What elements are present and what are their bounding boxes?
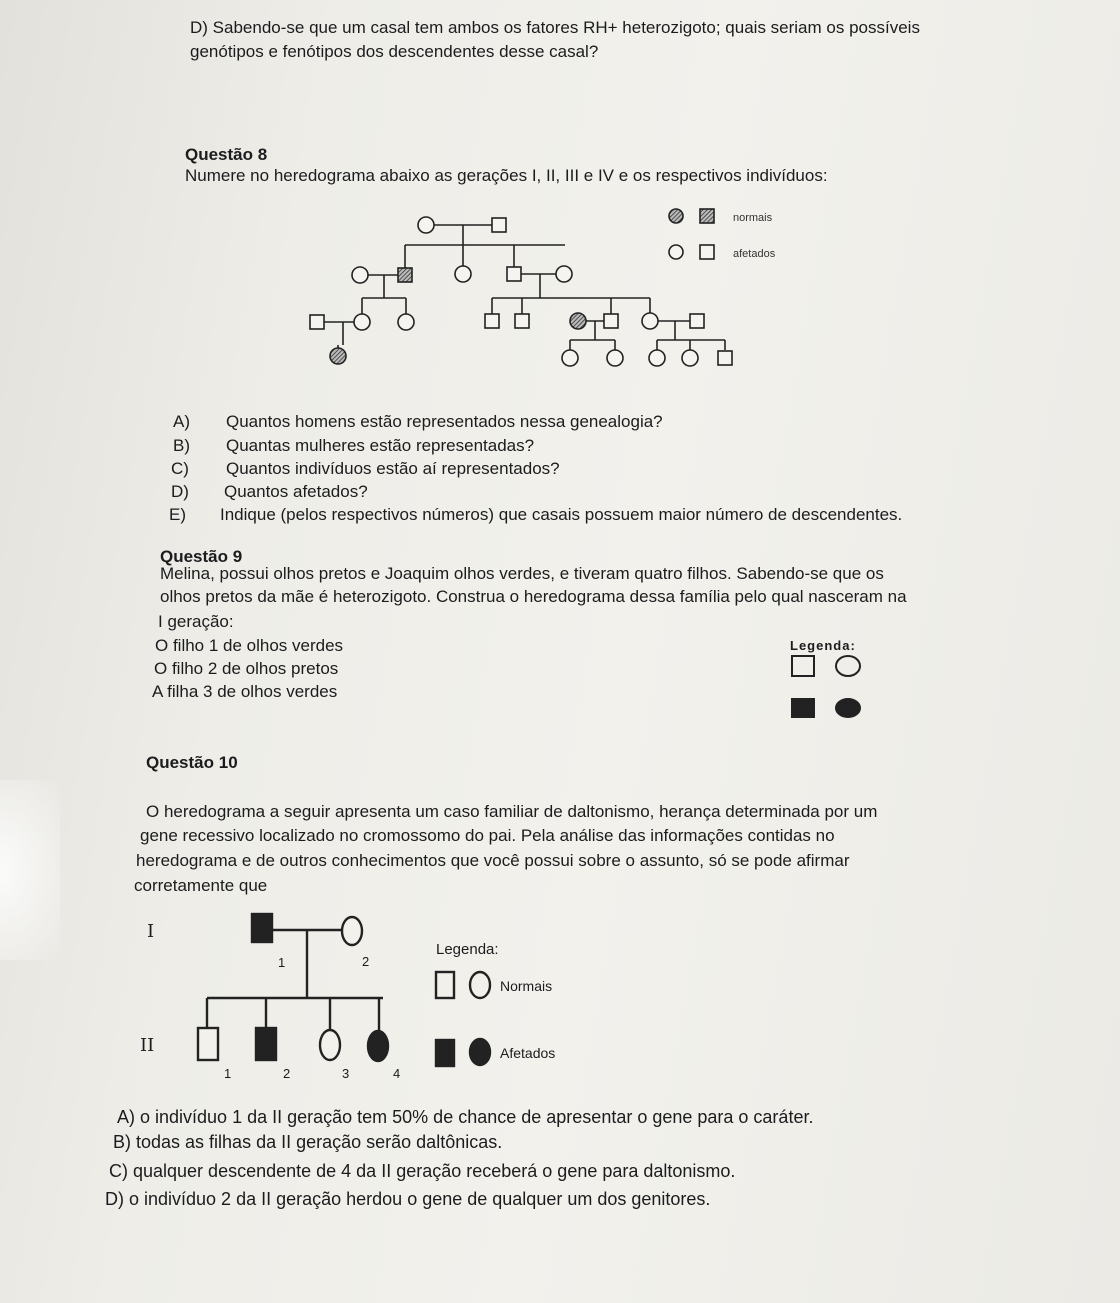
q9-child-2: O filho 2 de olhos pretos — [154, 659, 339, 678]
q8-title: Questão 8 — [185, 145, 268, 164]
q10-option-a: A) o indivíduo 1 da II geração tem 50% de chance de apresentar o gene para o caráter. — [117, 1107, 814, 1127]
q10-legend-circle-filled — [470, 1039, 490, 1065]
q10-g2-male — [198, 1028, 218, 1060]
q10-num-g2-1: 1 — [224, 1066, 232, 1081]
q10-num-g2-2: 2 — [283, 1066, 291, 1081]
q10-option-c: C) qualquer descendente de 4 da II geração receberá o gene para daltonismo. — [109, 1161, 736, 1181]
q9-line2: olhos pretos da mãe é heterozigoto. Construa o heredograma dessa família pelo qual nasceram na — [160, 587, 907, 606]
q10-option-d: D) o indivíduo 2 da II geração herdou o gene de qualquer um dos genitores. — [105, 1189, 711, 1209]
q8-item-e-letter: E) — [169, 505, 186, 524]
q9-legend-title: Legenda: — [790, 638, 856, 653]
q8-item-b-letter: B) — [173, 436, 190, 455]
q10-option-b: B) todas as filhas da II geração serão daltônicas. — [113, 1132, 503, 1152]
q10-num-g2-3: 3 — [342, 1066, 350, 1081]
q10-g2-male-affected — [256, 1028, 276, 1060]
q10-line1: O heredograma a seguir apresenta um caso familiar de daltonismo, herança determinada por um — [146, 802, 878, 821]
q10-legend-affected: Afetados — [500, 1045, 556, 1061]
legend-normal-label: normais — [733, 212, 773, 224]
q10-g2-female-affected — [368, 1031, 388, 1061]
q10-legend-square-filled — [436, 1040, 454, 1066]
legend-affected-label: afetados — [733, 248, 776, 260]
q8-item-e-text: Indique (pelos respectivos números) que casais possuem maior número de descendentes. — [220, 505, 903, 524]
q10-num-g1-2: 2 — [362, 954, 370, 969]
q7-d-line1: D) Sabendo-se que um casal tem ambos os fatores RH+ heterozigoto; quais seriam os possíveis — [190, 18, 920, 37]
q10-legend-square-open — [436, 972, 454, 998]
q7-d-line2: genótipos e fenótipos dos descendentes desse casal? — [190, 42, 599, 61]
q8-item-a-text: Quantos homens estão representados nessa genealogia? — [226, 412, 663, 431]
q10-line4: corretamente que — [134, 876, 268, 895]
q8-item-d-text: Quantos afetados? — [224, 482, 368, 501]
q8-item-c-letter: C) — [171, 459, 189, 478]
q8-item-c-text: Quantos indivíduos estão aí representados? — [226, 459, 560, 478]
q10-title: Questão 10 — [146, 753, 238, 772]
q10-g2-female — [320, 1030, 340, 1060]
q10-gen-I: I — [147, 921, 155, 942]
q9-title: Questão 9 — [160, 547, 243, 566]
q10-line2: gene recessivo localizado no cromossomo do pai. Pela análise das informações contidas no — [140, 826, 835, 845]
q9-child-1: O filho 1 de olhos verdes — [155, 636, 344, 655]
q10-legend-title: Legenda: — [436, 941, 499, 958]
q10-legend-normal: Normais — [500, 978, 553, 994]
q9-child-3: A filha 3 de olhos verdes — [152, 682, 338, 701]
q10-legend-circle-open — [470, 972, 490, 998]
q9-line1: Melina, possui olhos pretos e Joaquim olhos verdes, e tiveram quatro filhos. Sabendo-se que os — [160, 564, 884, 583]
q8-item-b-text: Quantas mulheres estão representadas? — [226, 436, 535, 455]
q10-g1-male-affected — [252, 914, 272, 942]
q10-g1-female — [342, 917, 362, 945]
q8-prompt: Numere no heredograma abaixo as gerações I, II, III e IV e os respectivos indivíduos: — [185, 166, 828, 185]
q10-num-g1-1: 1 — [278, 955, 286, 970]
q10-num-g2-4: 4 — [393, 1066, 401, 1081]
q8-item-d-letter: D) — [171, 482, 189, 501]
q8-item-a-letter: A) — [173, 412, 190, 431]
q9-line3: I geração: — [158, 612, 234, 631]
q10-line3: heredograma e de outros conhecimentos que você possui sobre o assunto, só se pode afirmar — [136, 851, 850, 870]
q10-gen-II: II — [140, 1035, 155, 1056]
